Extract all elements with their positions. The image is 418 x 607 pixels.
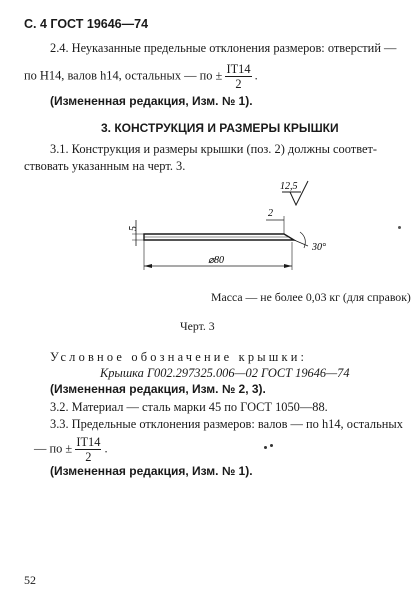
chamfer-leader — [294, 240, 308, 246]
scan-speck-2 — [264, 446, 267, 449]
fraction-denominator: 2 — [235, 77, 242, 92]
mass-note: Масса — не более 0,03 кг (для справок) — [211, 290, 411, 304]
paragraph-3-3-line1: 3.3. Предельные отклонения размеров: валов — по h14, остальных — [50, 417, 403, 431]
edit-note-1: (Измененная редакция, Изм. № 1). — [50, 94, 253, 108]
paragraph-3-3-line2-text: — по ± — [34, 441, 73, 456]
roughness-label: 12,5 — [280, 181, 298, 192]
paragraph-2-4-line2-text: по Н14, валов h14, остальных — по ± — [24, 68, 223, 83]
page-header: С. 4 ГОСТ 19646—74 — [24, 17, 149, 31]
edit-note-2: (Измененная редакция, Изм. № 2, 3). — [50, 382, 266, 396]
page-number: 52 — [24, 573, 36, 587]
step-dimension-label: 2 — [268, 208, 273, 219]
designation-example: Крышка Г002.297325.006—02 ГОСТ 19646—74 — [100, 366, 350, 380]
scan-speck-3 — [270, 444, 273, 447]
paragraph-3-3-line2 — [34, 435, 108, 465]
diameter-arrow-right — [284, 264, 292, 268]
scan-speck — [398, 226, 401, 229]
paragraph-2-4-end: . — [254, 68, 258, 83]
paragraph-2-4-line1: 2.4. Неуказанные предельные отклонения размеров: отверстий — — [50, 41, 397, 55]
edit-note-3: (Измененная редакция, Изм. № 1). — [50, 464, 253, 478]
paragraph-3-3-end: . — [104, 441, 108, 456]
tolerance-fraction-2 — [75, 435, 101, 465]
paragraph-3-1-line2: ствовать указанным на черт. 3. — [24, 159, 186, 173]
cover-drawing — [120, 176, 350, 281]
chamfer-angle-arc — [300, 232, 305, 248]
paragraph-3-2: 3.2. Материал — сталь марки 45 по ГОСТ 1050—88. — [50, 400, 328, 414]
fraction-denominator-2: 2 — [85, 450, 92, 465]
designation-label: Условное обозначение крышки: — [50, 350, 308, 364]
chamfer-angle-label: 30° — [312, 242, 326, 253]
fraction-numerator-2: IT14 — [76, 435, 101, 449]
diameter-dimension-label: ⌀80 — [208, 255, 225, 266]
paragraph-3-1-line1: 3.1. Конструкция и размеры крышки (поз. 2) должны соответ- — [50, 142, 378, 156]
fraction-numerator: IT14 — [226, 62, 251, 76]
diameter-arrow-left — [144, 264, 152, 268]
thickness-dimension-label: 5 — [128, 226, 139, 231]
drawing-caption: Черт. 3 — [180, 319, 215, 333]
tolerance-fraction — [225, 62, 251, 92]
section-title: 3. КОНСТРУКЦИЯ И РАЗМЕРЫ КРЫШКИ — [101, 121, 339, 135]
paragraph-2-4-line2 — [24, 62, 258, 92]
